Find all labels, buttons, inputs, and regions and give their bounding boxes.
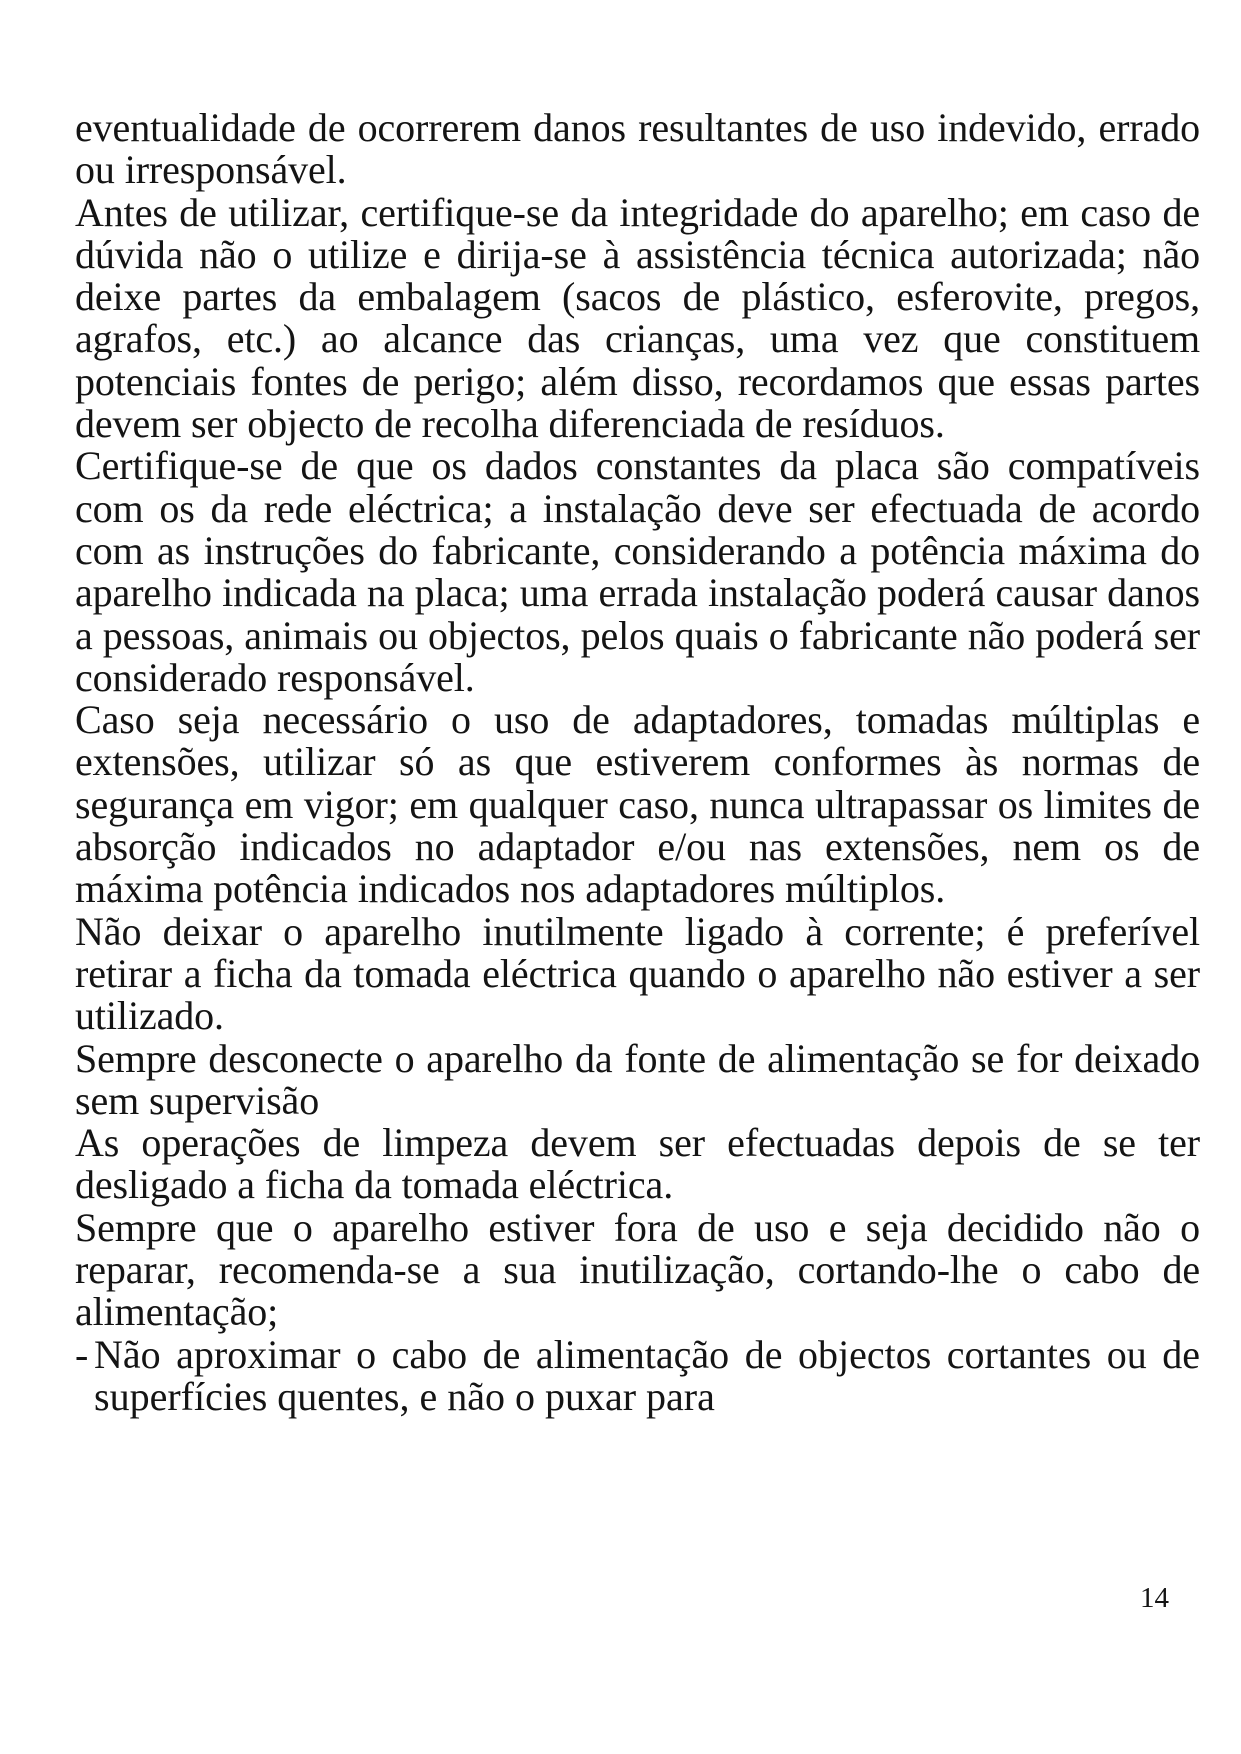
paragraph-1: eventualidade de ocorrerem danos resultantes de uso indevido, errado ou irresponsável. [75,105,1200,193]
paragraph-8: Sempre que o aparelho estiver fora de uso e seja decidido não o reparar, recomenda-se a sua inutilização, cortando-lhe o cabo de alimentação; [75,1204,1200,1335]
paragraph-3: Certifique-se de que os dados constantes da placa são compatíveis com os da rede eléctrica; a instalação deve ser efectuada de acordo com as instruções do fabricante, considerando a potência máxima do aparelho indicada na placa; uma errada instalação poderá causar danos a pessoas, animais ou objectos, pelos quais o fabricante não poderá ser considerado responsável. [75,443,1200,700]
paragraph-2: Antes de utilizar, certifique-se da integridade do aparelho; em caso de dúvida não o utilize e dirija-se à assistência técnica autorizada; não deixe partes da embalagem (sacos de plástico, esferovite, pregos, agrafos, etc.) ao alcance das crianças, uma vez que constituem potenciais fontes de perigo; além disso, recordamos que essas partes devem ser objecto de recolha diferenciada de resíduos. [75,189,1200,447]
document-body [75,107,1200,1418]
list-item-text: Não aproximar o cabo de alimentação de objectos cortantes ou de superfícies quentes, e não o puxar para [94,1331,1200,1419]
list-item [75,1331,1200,1419]
paragraph-4: Caso seja necessário o uso de adaptadores, tomadas múltiplas e extensões, utilizar só as que estiverem conformes às normas de segurança em vigor; em qualquer caso, nunca ultrapassar os limites de absorção indicados no adaptador e/ou nas extensões, nem os de máxima potência indicados nos adaptadores múltiplos. [75,697,1200,912]
page-number: 14 [1140,1582,1169,1614]
paragraph-6: Sempre desconecte o aparelho da fonte de alimentação se for deixado sem supervisão [75,1035,1200,1123]
paragraph-7: As operações de limpeza devem ser efectuadas depois de se ter desligado a ficha da tomada eléctrica. [75,1120,1200,1208]
list-marker: - [75,1331,89,1377]
paragraph-5: Não deixar o aparelho inutilmente ligado à corrente; é preferível retirar a ficha da tomada eléctrica quando o aparelho não estiver a ser utilizado. [75,908,1200,1039]
